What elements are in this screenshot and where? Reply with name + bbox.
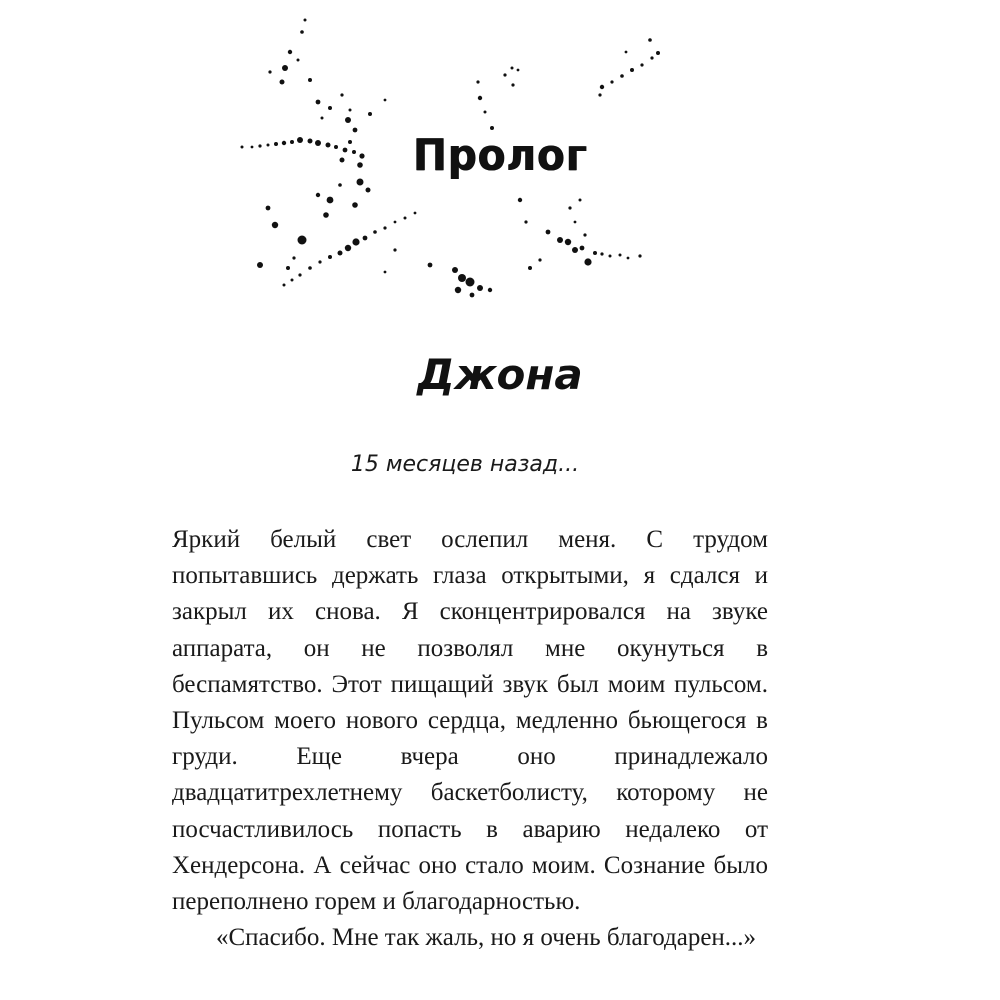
timeframe-subtitle: 15 месяцев назад...: [350, 452, 580, 477]
narrator-heading: Джона: [417, 350, 583, 399]
chapter-title: Пролог: [412, 130, 588, 181]
paragraph: Яркий белый свет ослепил меня. С трудом попытавшись держать глаза открытыми, я сдался и закрыл их снова. Я сконцентрировался на звуке аппарата, он не позволял мне окунуться в беспамятство. Этот пищащий звук был моим пульсом. Пульсом моего нового сердца, медленно бьющегося в груди. Еще вчера оно принадлежало двадцатитрехлетнему баскетболисту, которому не посчастливилось попасть в аварию недалеко от Хендерсона. А сейчас оно стало моим. Сознание было переполнено горем и благодарностью.: [172, 526, 768, 916]
body-text: [172, 522, 768, 956]
dialogue-quote: «Спасибо. Мне так жаль, но я очень благодарен...»: [216, 924, 757, 952]
